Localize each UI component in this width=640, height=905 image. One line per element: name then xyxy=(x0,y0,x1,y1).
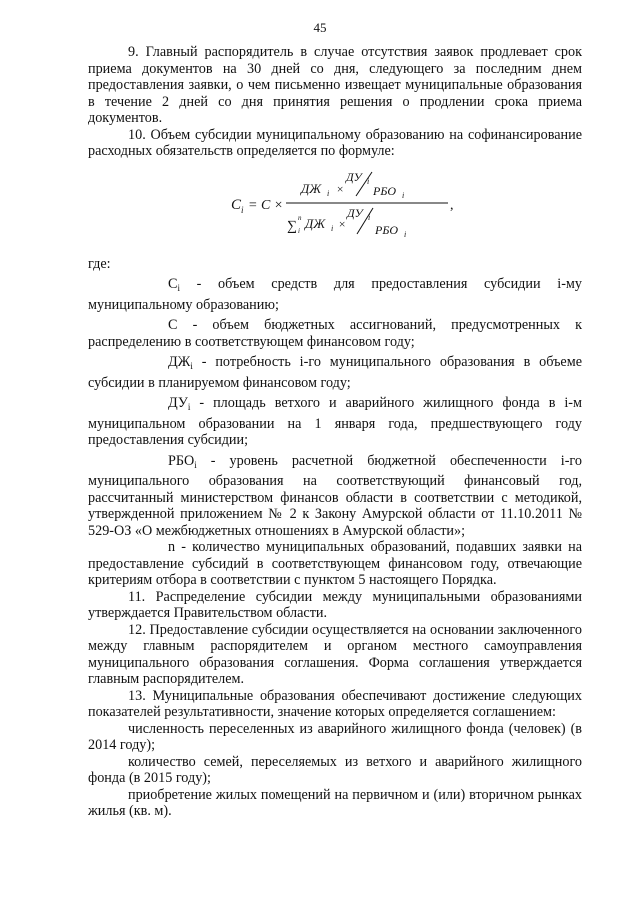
svg-text:i: i xyxy=(331,223,334,233)
formula-num-rbo: РБО xyxy=(373,183,397,198)
formula-den-dzh: ДЖ xyxy=(305,215,326,231)
paragraph-12: 12. Предоставление субсидии осуществляется на основании заключенного между главным распорядителем и органом местного самоуправления муниципального образования соглашения. Форма соглашения утверждается главным распорядителем. xyxy=(88,621,582,687)
definition-du: $ДУ_i$ - площадь ветхого и аварийного жилищного фонда в i-м муниципальном образовании на 1 января года, предшествующего году предоставления субсидии; xyxy=(88,395,582,448)
definition-dzh: $ДЖ_i$ - потребность i-го муниципального образования в объеме субсидии в планируемом финансовом году; xyxy=(88,354,582,391)
paragraph-9: 9. Главный распорядитель в случае отсутствия заявок продлевает срок приема документов на 30 дней со дня, следующего за последним днем предоставления заявки, о чем письменно извещает муниципальные образования в течение 2 дней со дня принятия решения о продлении срока приема документов. xyxy=(88,44,582,126)
formula-num-du: ДУ xyxy=(346,169,362,184)
formula-num-dzh: ДЖ xyxy=(301,180,322,196)
definition-c: C - объем бюджетных ассигнований, предусмотренных к распределению в соответствующем финансовом году; xyxy=(88,317,582,350)
indicator-families: количество семей, переселяемых из ветхого и аварийного жилищного фонда (в 2015 году); xyxy=(88,753,582,786)
svg-text:×: × xyxy=(336,181,345,196)
formula-lhs-sub: i xyxy=(241,204,244,215)
paragraph-10: 10. Объем субсидии муниципальному образованию на софинансирование расходных обязательств определяется по формуле: xyxy=(88,126,582,159)
svg-text:,: , xyxy=(450,197,454,213)
subsidy-formula xyxy=(88,162,582,254)
definition-ci: $C_i$ - объем средств для предоставления субсидии i-му муниципальному образованию; xyxy=(88,276,582,313)
document-body xyxy=(88,44,582,820)
formula-den-du: ДУ xyxy=(347,205,363,220)
definition-n: n - количество муниципальных образований, подавших заявки на предоставление субсидий в соответствующем финансовом году, отвечающие критериям отбора в соответствии с пунктом 5 настоящего Порядка. xyxy=(88,539,582,588)
page-number: 45 xyxy=(313,20,327,35)
svg-text:i: i xyxy=(327,188,330,198)
formula-den-rbo: РБО xyxy=(375,222,399,237)
svg-text:i: i xyxy=(404,229,407,239)
formula-sum: ∑ xyxy=(287,218,297,234)
svg-text:n: n xyxy=(298,213,302,222)
svg-text:i: i xyxy=(402,190,405,200)
where-label: где: xyxy=(88,255,111,272)
definition-rbo: $РБО_i$ - уровень расчетной бюджетной обеспеченности i-го муниципального образования на соответствующий финансовый год, рассчитанный министерством финансов области в соответствии с методикой, утвержденной приложением № 2 к Закону Амурской области от 11.10.2011 № 529-ОЗ «О межбюджетных отношениях в Амурской области»; xyxy=(88,452,582,539)
svg-text:i: i xyxy=(298,226,300,235)
formula-eq: = C × xyxy=(248,197,284,213)
svg-text:×: × xyxy=(338,216,347,231)
indicator-relocated-people: численность переселенных из аварийного жилищного фонда (человек) (в 2014 году); xyxy=(88,720,582,753)
formula-lhs: C xyxy=(231,196,242,213)
indicator-housing-area: приобретение жилых помещений на первичном и (или) вторичном рынках жилья (кв. м). xyxy=(88,786,582,819)
svg-text:i: i xyxy=(367,176,370,186)
svg-text:i: i xyxy=(368,212,371,222)
paragraph-11: 11. Распределение субсидии между муниципальными образованиями утверждается Правительством области. xyxy=(88,588,582,621)
paragraph-13: 13. Муниципальные образования обеспечивают достижение следующих показателей результативности, значение которых определяется соглашением: xyxy=(88,687,582,720)
